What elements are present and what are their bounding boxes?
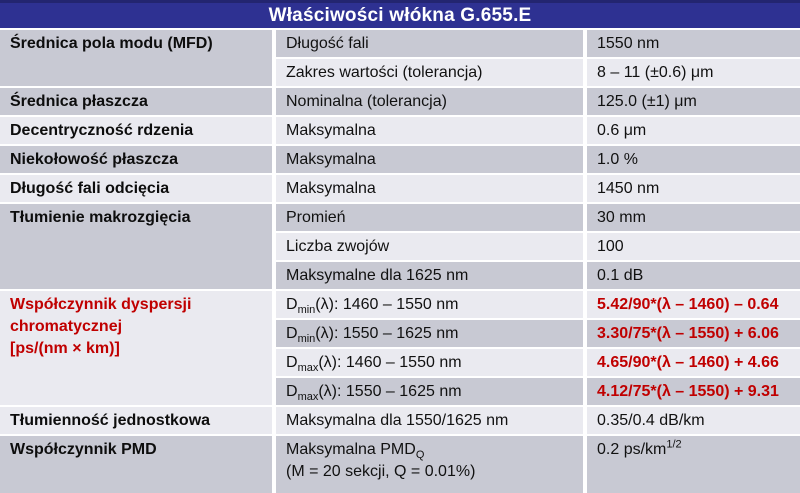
- parameter-cell: Nominalna (tolerancja): [272, 88, 583, 117]
- parameter-line: Maksymalna $PMD_Q$: [286, 441, 425, 462]
- property-cell: Długość fali odcięcia: [0, 175, 272, 204]
- value-cell: 100: [583, 233, 800, 262]
- parameter-cell: $D_{min}(\lambda)$: 1550 – 1625 nm: [272, 320, 583, 349]
- property-cell: Współczynnik PMD: [0, 436, 272, 493]
- parameter-cell: [272, 436, 583, 493]
- property-cell: Średnica płaszcza: [0, 88, 272, 117]
- table-row: [0, 291, 800, 320]
- value-cell: 0.2 $ps/km^{1/2}$: [583, 436, 800, 493]
- properties-table: [0, 30, 800, 493]
- value-cell: 1450 nm: [583, 175, 800, 204]
- parameter-cell: Maksymalne dla 1625 nm: [272, 262, 583, 291]
- table-title: Właściwości włókna G.655.E: [0, 0, 800, 28]
- property-cell: Tłumienność jednostkowa: [0, 407, 272, 436]
- table-row: [0, 436, 800, 493]
- value-cell: 30 mm: [583, 204, 800, 233]
- property-line: Współczynnik dyspersji: [10, 296, 192, 313]
- property-line: [ps/(nm × km)]: [10, 340, 120, 357]
- value-cell: 4.65/90*(λ – 1460) + 4.66: [583, 349, 800, 378]
- property-cell: [0, 291, 272, 407]
- parameter-cell: Maksymalna: [272, 146, 583, 175]
- property-cell: Średnica pola modu (MFD): [0, 30, 272, 88]
- property-cell: Niekołowość płaszcza: [0, 146, 272, 175]
- value-cell: 0.35/0.4 dB/km: [583, 407, 800, 436]
- parameter-cell: Maksymalna: [272, 117, 583, 146]
- value-cell: 125.0 (±1) μm: [583, 88, 800, 117]
- parameter-cell: $D_{max}(\lambda)$: 1550 – 1625 nm: [272, 378, 583, 407]
- parameter-cell: Liczba zwojów: [272, 233, 583, 262]
- table-row: [0, 30, 800, 59]
- table-row: [0, 146, 800, 175]
- parameter-cell: Zakres wartości (tolerancja): [272, 59, 583, 88]
- property-cell: Tłumienie makrozgięcia: [0, 204, 272, 291]
- value-cell: 3.30/75*(λ – 1550) + 6.06: [583, 320, 800, 349]
- parameter-cell: $D_{max}(\lambda)$: 1460 – 1550 nm: [272, 349, 583, 378]
- parameter-cell: Długość fali: [272, 30, 583, 59]
- table-row: [0, 407, 800, 436]
- parameter-cell: $D_{min}(\lambda)$: 1460 – 1550 nm: [272, 291, 583, 320]
- value-cell: 5.42/90*(λ – 1460) – 0.64: [583, 291, 800, 320]
- value-cell: 1550 nm: [583, 30, 800, 59]
- parameter-cell: Maksymalna: [272, 175, 583, 204]
- value-cell: 4.12/75*(λ – 1550) + 9.31: [583, 378, 800, 407]
- value-cell: 8 – 11 (±0.6) μm: [583, 59, 800, 88]
- table-row: [0, 88, 800, 117]
- property-line: chromatycznej: [10, 318, 123, 335]
- parameter-line: (M = 20 sekcji, Q = 0.01%): [286, 463, 476, 480]
- parameter-cell: Promień: [272, 204, 583, 233]
- property-cell: Decentryczność rdzenia: [0, 117, 272, 146]
- value-cell: 0.1 dB: [583, 262, 800, 291]
- value-cell: 1.0 %: [583, 146, 800, 175]
- table-row: [0, 204, 800, 233]
- table-row: [0, 175, 800, 204]
- table-row: [0, 117, 800, 146]
- parameter-cell: Maksymalna dla 1550/1625 nm: [272, 407, 583, 436]
- value-cell: 0.6 μm: [583, 117, 800, 146]
